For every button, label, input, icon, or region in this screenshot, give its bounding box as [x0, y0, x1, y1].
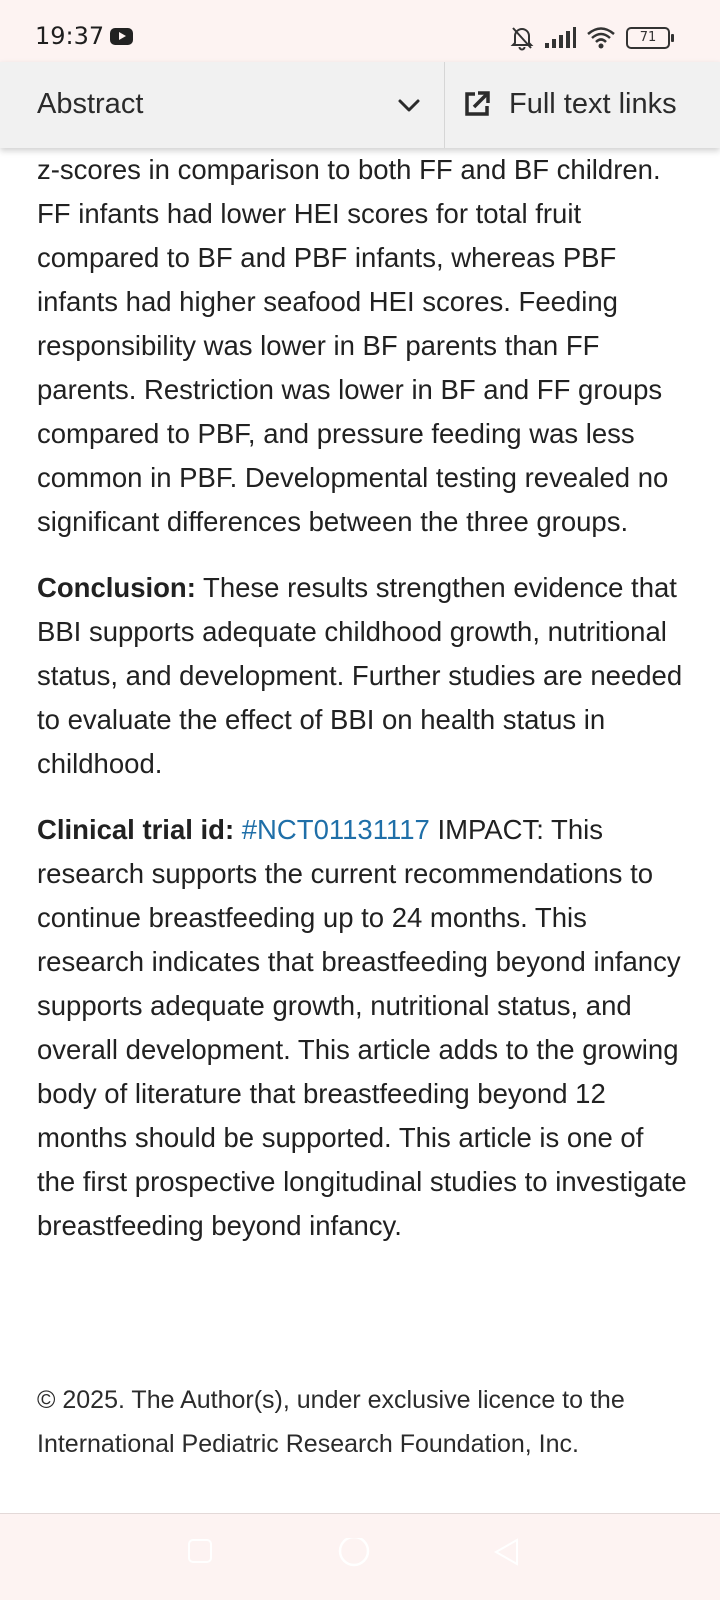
conclusion-paragraph: [37, 566, 687, 786]
signal-icon: [544, 27, 576, 49]
status-time: 19:37: [35, 22, 105, 50]
battery-indicator: 71: [626, 27, 670, 49]
clinical-trial-link[interactable]: #NCT01131117: [241, 814, 430, 845]
youtube-icon: [110, 28, 133, 45]
abstract-content: [37, 148, 687, 1248]
conclusion-label: Conclusion:: [37, 572, 196, 603]
clinical-trial-paragraph: [37, 808, 687, 1248]
home-button[interactable]: [337, 1538, 371, 1572]
wifi-icon: [586, 26, 616, 50]
article-toolbar: [0, 62, 720, 148]
section-select[interactable]: [0, 62, 444, 148]
results-paragraph: z-scores in comparison to both FF and BF children. FF infants had lower HEI scores for total fruit compared to BF and PBF infants, whereas PBF infants had higher seafood HEI scores. Feeding responsibility was lower in BF parents than FF parents. Restriction was lower in BF and FF groups compared to PBF, and pressure feeding was less common in PBF. Developmental testing revealed no significant differences between the three groups.: [37, 154, 669, 537]
status-icons: [510, 24, 670, 52]
recents-button[interactable]: [187, 1538, 213, 1564]
clinical-trial-label: Clinical trial id:: [37, 814, 235, 845]
section-select-label: Abstract: [37, 88, 144, 120]
conclusion-text: These results strengthen evidence that BBI supports adequate childhood growth, nutritional status, and development. Further studies are needed to evaluate the effect of BBI on health status in childhood.: [37, 572, 683, 779]
impact-text: IMPACT: This research supports the current recommendations to continue breastfeeding up to 24 months. This research indicates that breastfeeding beyond infancy supports adequate growth, nutritional status, and overall development. This article adds to the growing body of literature that breastfeeding beyond 12 months should be supported. This article is one of the first prospective longitudinal studies to investigate breastfeeding beyond infancy.: [37, 814, 687, 1241]
copyright-notice: © 2025. The Author(s), under exclusive licence to the International Pediatric Research Foundation, Inc.: [37, 1386, 625, 1458]
external-link-icon: [463, 90, 491, 118]
chevron-down-icon: [396, 92, 422, 118]
system-navigation-bar: [0, 1514, 720, 1600]
bell-off-icon: [510, 25, 534, 51]
full-text-links-button[interactable]: [445, 62, 720, 148]
full-text-links-label: Full text links: [509, 88, 677, 120]
status-bar: [0, 0, 720, 62]
back-button[interactable]: [492, 1538, 522, 1568]
